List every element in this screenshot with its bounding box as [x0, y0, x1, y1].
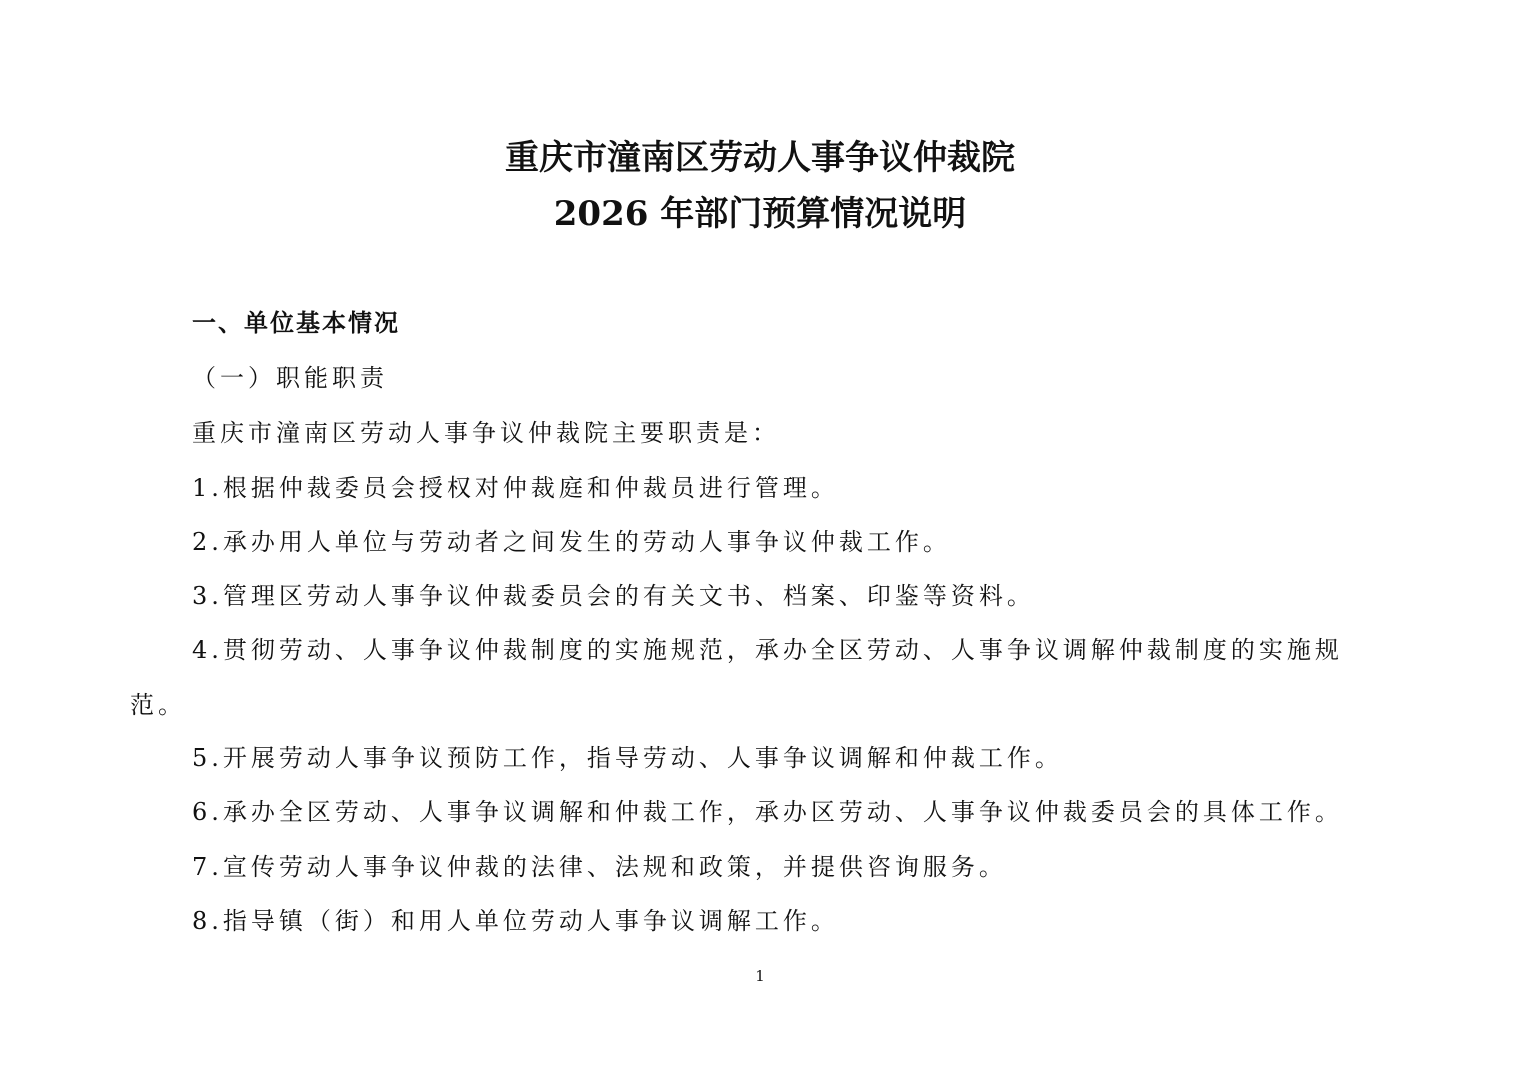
list-item: 1.根据仲裁委员会授权对仲裁庭和仲裁员进行管理。	[192, 474, 839, 502]
list-item: 4.贯彻劳动、人事争议仲裁制度的实施规范，承办全区劳动、人事争议调解仲裁制度的实施规	[192, 636, 1343, 664]
list-item-continuation: 范。	[130, 691, 186, 719]
intro-paragraph: 重庆市潼南区劳动人事争议仲裁院主要职责是：	[192, 419, 780, 447]
list-item: 7.宣传劳动人事争议仲裁的法律、法规和政策，并提供咨询服务。	[192, 853, 1007, 881]
list-item: 6.承办全区劳动、人事争议调解和仲裁工作，承办区劳动、人事争议仲裁委员会的具体工作。	[192, 798, 1343, 826]
list-item: 5.开展劳动人事争议预防工作，指导劳动、人事争议调解和仲裁工作。	[192, 744, 1063, 772]
document-title-line-1: 重庆市潼南区劳动人事争议仲裁院	[505, 138, 1015, 178]
document-title-line-2: 2026 年部门预算情况说明	[553, 194, 967, 234]
subsection-heading: （一）职能职责	[192, 364, 388, 392]
list-item: 8.指导镇（街）和用人单位劳动人事争议调解工作。	[192, 907, 839, 935]
page-number: 1	[755, 967, 765, 985]
list-item: 3.管理区劳动人事争议仲裁委员会的有关文书、档案、印鉴等资料。	[192, 582, 1035, 610]
section-heading: 一、单位基本情况	[192, 309, 400, 337]
list-item: 2.承办用人单位与劳动者之间发生的劳动人事争议仲裁工作。	[192, 528, 951, 556]
